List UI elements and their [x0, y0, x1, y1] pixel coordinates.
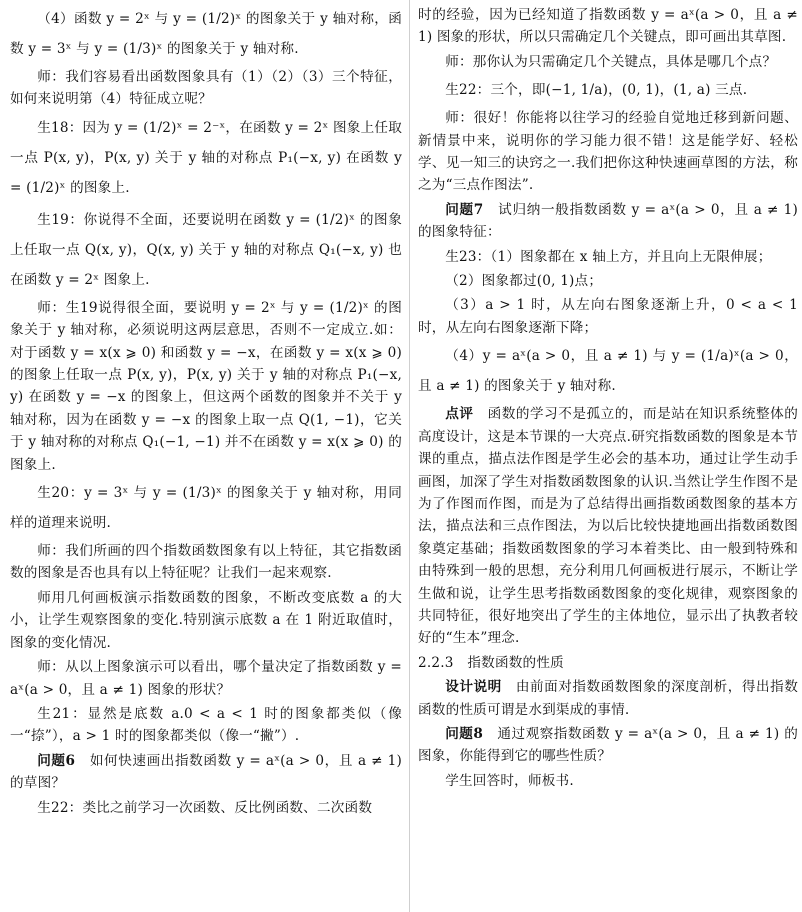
- paragraph-label: 设计说明: [445, 679, 502, 696]
- paragraph-text: 师：从以上图象演示可以看出，哪个量决定了指数函数 y = aˣ(a > 0，且 a ≠ 1) 图象的形状？: [10, 659, 402, 698]
- paragraph-text: 生20：y = 3ˣ 与 y = (1/3)ˣ 的图象关于 y 轴对称，用同样的道理来说明.: [10, 485, 402, 532]
- paragraph-text: （2）图象都过(0, 1)点；: [445, 273, 603, 290]
- paragraph-text: 如何快速画出指数函数 y = aˣ(a > 0，且 a ≠ 1) 的草图？: [10, 752, 403, 792]
- paragraph-text: 学生回答时，师板书.: [445, 772, 574, 789]
- paragraph-text: 生22：类比之前学习一次函数、反比例函数、二次函数: [37, 799, 373, 816]
- paragraph-text: （3）a > 1 时，从左向右图象逐渐上升，0 < a < 1 时，从左向右图象逐渐下降；: [418, 297, 798, 336]
- paragraph-text: 函数的学习不是孤立的，而是站在知识系统整体的高度设计，这是本节课的一大亮点.研究指数函数的图象是本节课的重点，描点法作图是学生必会的基本功，通过让学生动手画图，加深了学生对指数函数图象的认识.当然让学生作图不是为了作图而作图，而是为了总结得出画指数函数图象的基本方法，描点法和三点作图法，为以后比较快捷地画出指数函数图象奠定基础；指数函数图象的学习本着类比、由一般到特殊和由特殊到一般的思想，充分利用几何画板进行展示，不断让学生做和说，让学生思考指数函数图象的变化规律，观察图象的共同特征，很好地突出了学生的主体地位，显示出了执教者较好的“生本”理念.: [418, 406, 799, 647]
- section-heading: [418, 652, 798, 674]
- right-column: [418, 4, 798, 794]
- paragraph-label: 问题6: [37, 752, 76, 769]
- paragraph-text: 师：我们容易看出函数图象具有（1）（2）（3）三个特征，如何来说明第（4）特征成立呢？: [10, 69, 402, 108]
- paragraph-text: （4）y = aˣ(a > 0，且 a ≠ 1) 与 y = (1/a)ˣ(a > 0，且 a ≠ 1) 的图象关于 y 轴对称.: [418, 348, 798, 395]
- paragraph-text: 生21：显然是底数 a.0 < a < 1 时的图象都类似（像一“捺”），a > 1 时的图象都类似（像一“撇”）.: [10, 705, 402, 745]
- paragraph: [418, 341, 798, 401]
- paragraph: [418, 270, 798, 292]
- paragraph-text: （4）函数 y = 2ˣ 与 y = (1/2)ˣ 的图象关于 y 轴对称，函数 y = 3ˣ 与 y = (1/3)ˣ 的图象关于 y 轴对称.: [10, 11, 402, 57]
- paragraph: [10, 478, 402, 538]
- paragraph: [418, 107, 798, 197]
- paragraph: [418, 75, 798, 105]
- paragraph: [10, 703, 402, 748]
- paragraph-text: 生22：三个，即(−1, 1/a)，(0, 1)，(1, a) 三点.: [445, 82, 748, 99]
- paragraph: [10, 113, 402, 203]
- paragraph-label: 问题8: [445, 725, 484, 742]
- paragraph: [418, 4, 798, 49]
- paragraph-text: 生23：（1）图象都在 x 轴上方，并且向上无限伸展；: [445, 248, 772, 265]
- paragraph-text: 由前面对指数函数图象的深度剖析，得出指数函数的性质可谓是水到渠成的事情.: [418, 679, 799, 718]
- paragraph-text: 师用几何画板演示指数函数的图象，不断改变底数 a 的大小，让学生观察图象的变化.特别演示底数 a 在 1 附近取值时，图象的变化情况.: [10, 589, 402, 651]
- paragraph-text: 时的经验，因为已经知道了指数函数 y = aˣ(a > 0，且 a ≠ 1) 图象的形状，所以只需确定几个关键点，即可画出其草图.: [418, 7, 798, 46]
- paragraph: [10, 656, 402, 701]
- paragraph-text: 试归纳一般指数函数 y = aˣ(a > 0，且 a ≠ 1) 的图象特征：: [418, 201, 798, 241]
- paragraph: [418, 723, 798, 768]
- paragraph: [418, 676, 798, 721]
- paragraph: [10, 205, 402, 295]
- paragraph-text: 师：那你认为只需确定几个关键点，具体是哪几个点？: [445, 53, 777, 70]
- paragraph: [418, 199, 798, 244]
- paragraph-text: 师：我们所画的四个指数函数图象有以上特征，其它指数函数的图象是否也具有以上特征呢？让我们一起来观察.: [10, 543, 402, 582]
- section-heading-text: 2.2.3 指数函数的性质: [418, 654, 564, 671]
- paragraph: [10, 797, 402, 819]
- paragraph: [418, 294, 798, 339]
- paragraph: [418, 246, 798, 268]
- paragraph: [418, 403, 798, 649]
- paragraph: [10, 750, 402, 795]
- column-divider: [409, 0, 410, 912]
- paragraph-label: 问题7: [445, 201, 484, 218]
- paragraph-text: 生19：你说得不全面，还要说明在函数 y = (1/2)ˣ 的图象上任取一点 Q(x, y)，Q(x, y) 关于 y 轴的对称点 Q₁(−x, y) 也在函数 y = 2ˣ 图象上.: [10, 211, 402, 288]
- paragraph: [10, 587, 402, 654]
- paragraph: [10, 540, 402, 585]
- paragraph-text: 生18：因为 y = (1/2)ˣ = 2⁻ˣ，在函数 y = 2ˣ 图象上任取一点 P(x, y)，P(x, y) 关于 y 轴的对称点 P₁(−x, y) 在函数 y = (1/2)ˣ 的图象上.: [10, 119, 402, 196]
- paragraph: [10, 4, 402, 64]
- paragraph-text: 通过观察指数函数 y = aˣ(a > 0，且 a ≠ 1) 的图象，你能得到它的哪些性质？: [418, 725, 798, 765]
- paragraph: [418, 770, 798, 792]
- paragraph-text: 师：生19说得很全面，要说明 y = 2ˣ 与 y = (1/2)ˣ 的图象关于 y 轴对称，必须说明这两层意思，否则不一定成立.如：对于函数 y = x(x ⩾ 0) 和函数 y = −x，在函数 y = x(x ⩾ 0) 的图象上任取一点 P(x, y)，P(x, y) 关于 y 轴的对称点 P₁(−x, y) 在函数 y = −x 的图象上，但这两个函数的图象并不关于 y 轴对称，因为在函数 y = −x 的图象上取一点 Q(1, −1)，它关于 y 轴对称的对称点 Q₁(−1, −1) 并不在函数 y = x(x ⩾ 0) 的图象上.: [10, 299, 402, 473]
- paragraph: [10, 297, 402, 476]
- paragraph: [10, 66, 402, 111]
- paragraph: [418, 51, 798, 73]
- left-column: [10, 4, 402, 821]
- paragraph-text: 师：很好！你能将以往学习的经验自觉地迁移到新问题、新情景中来，说明你的学习能力很不错！这是能学好、轻松学、见一知三的诀窍之一.我们把你这种快速画草图的方法，称之为“三点作图法”.: [418, 110, 798, 194]
- paragraph-label: 点评: [445, 406, 474, 423]
